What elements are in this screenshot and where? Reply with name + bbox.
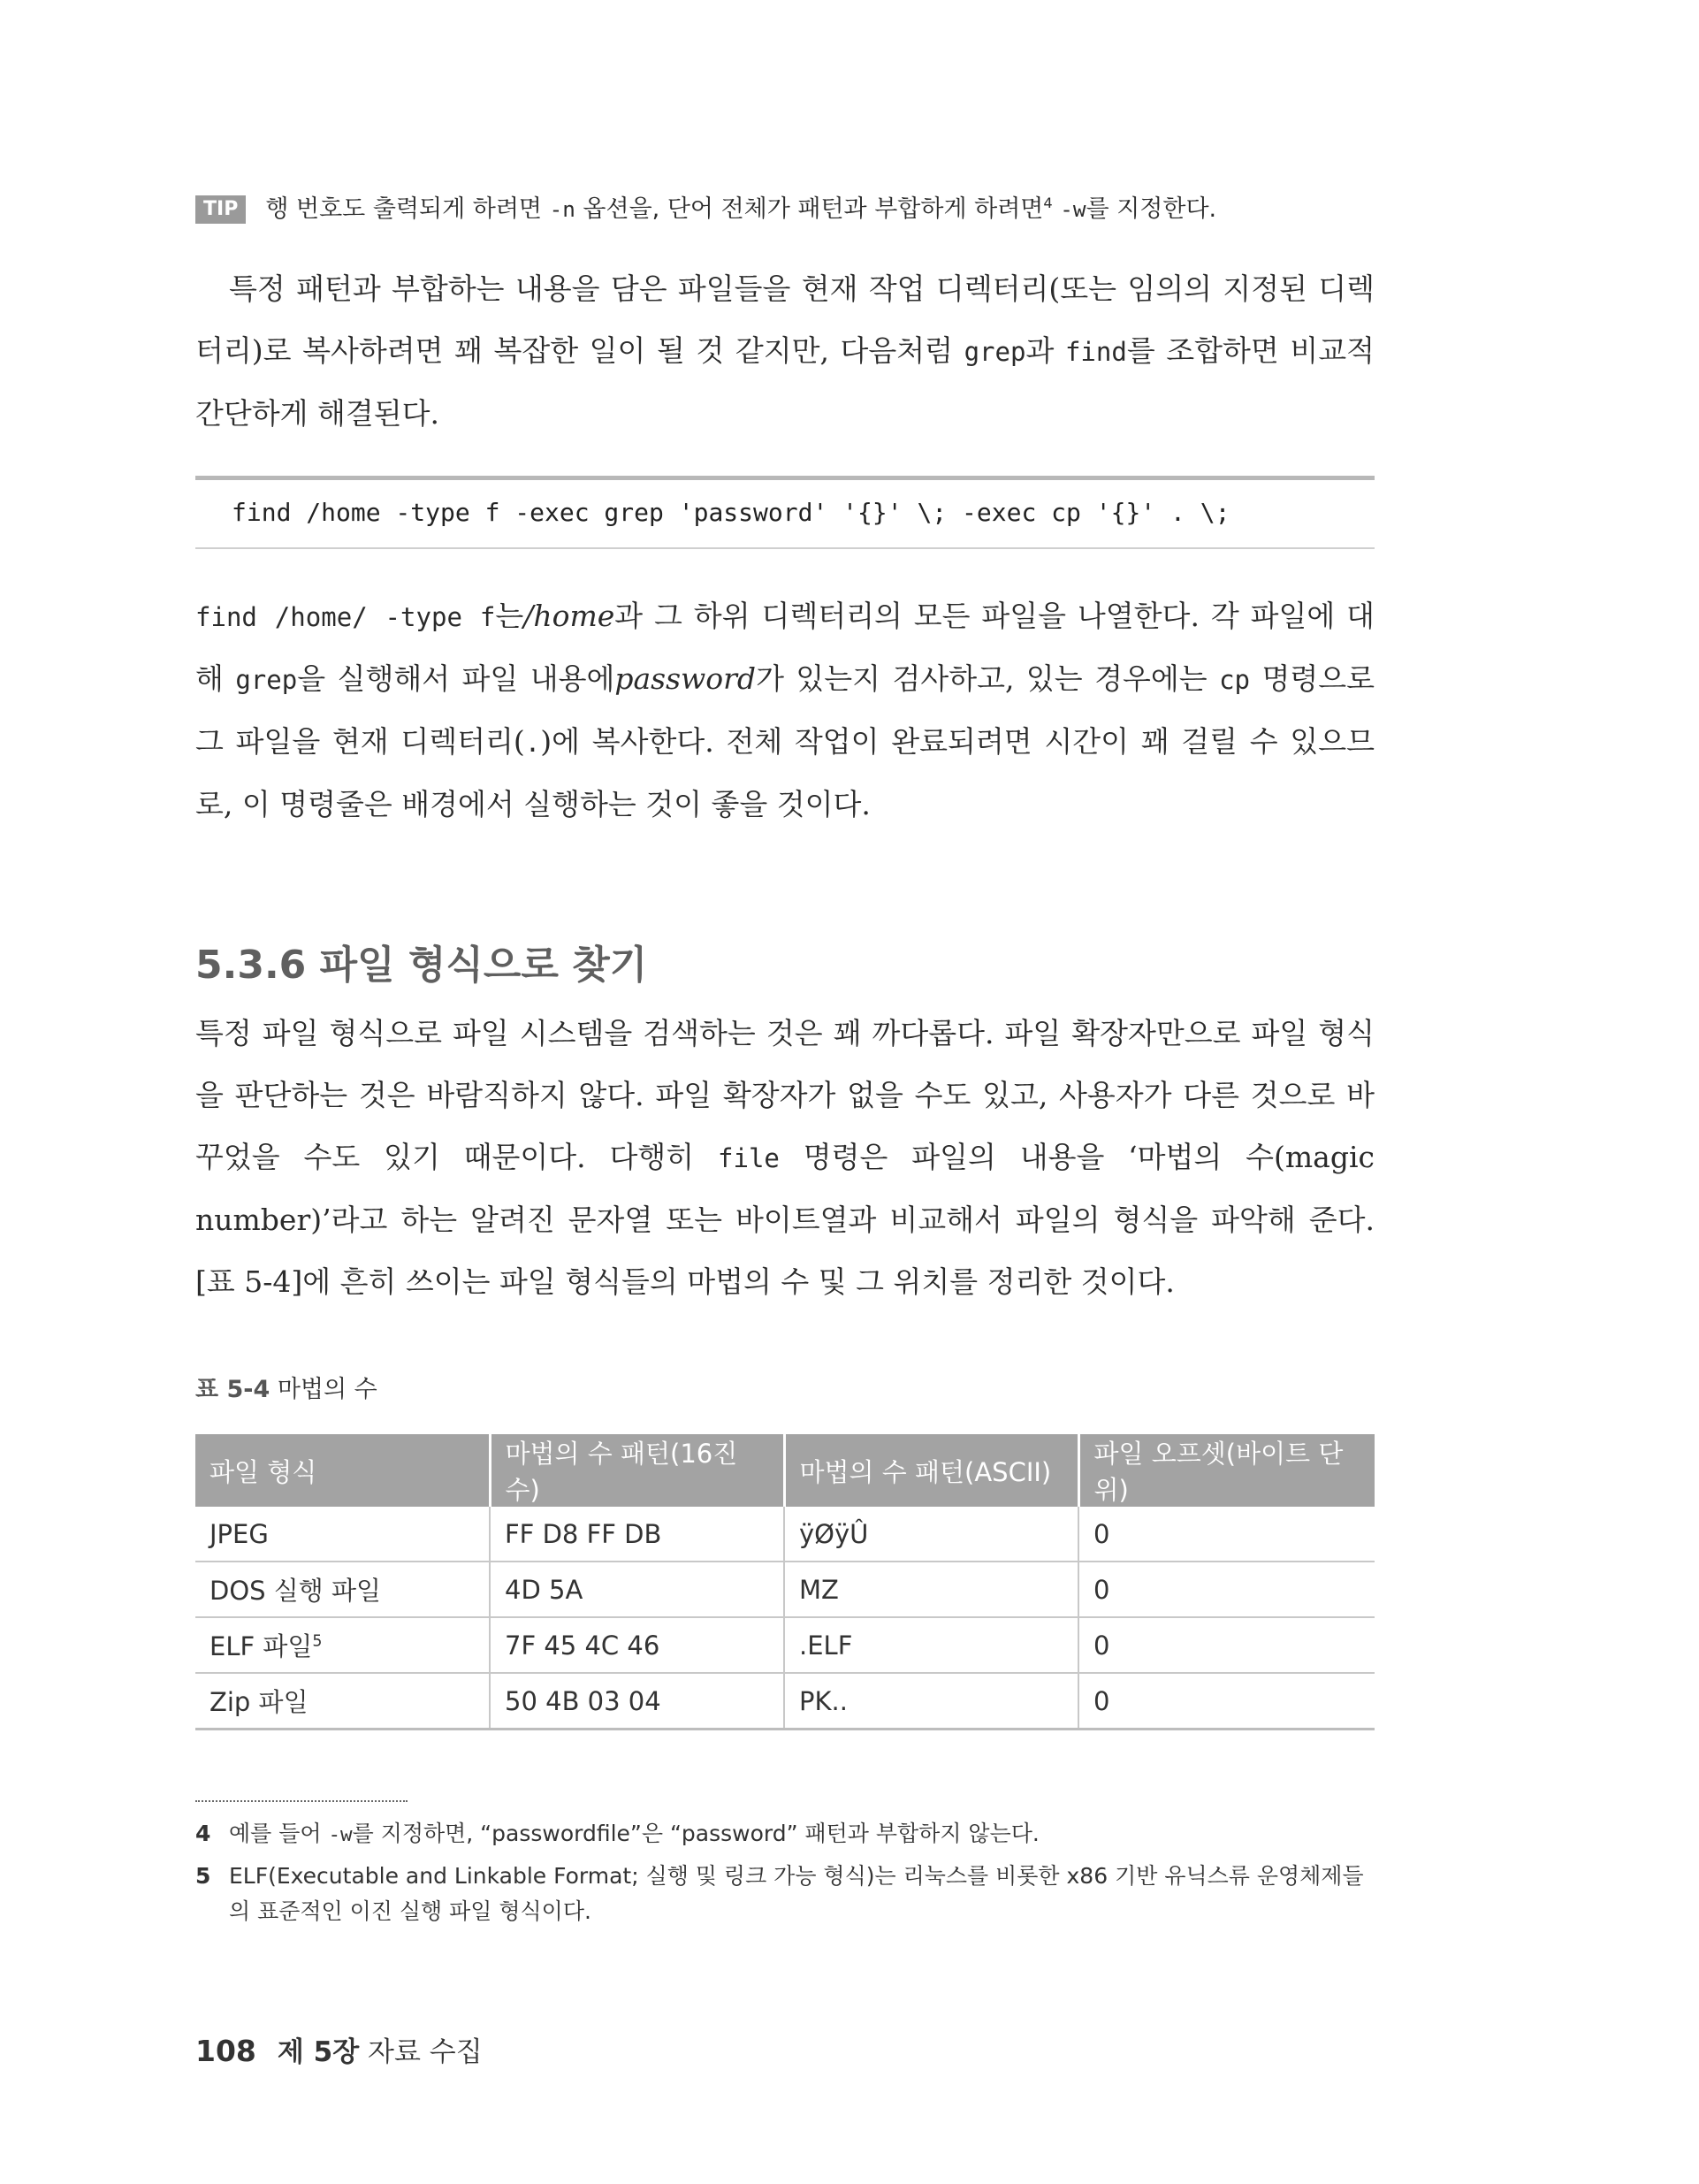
section-heading: 5.3.6 파일 형식으로 찾기 <box>195 943 648 988</box>
footnote-text: 예를 들어 <box>229 1821 329 1846</box>
body-text: 특정 패턴과 부합하는 내용을 담은 파일들을 현재 작업 디렉터리(또는 임의의 지정된 디렉터리)로 복사하려면 꽤 복잡한 일이 될 것 같지만, 다음처럼 <box>195 271 1375 368</box>
footnote-number: 5 <box>195 1863 211 1889</box>
tip-text: 옵션을, 단어 전체가 패턴과 부합하게 하려면 <box>575 195 1044 223</box>
table-cell: 0 <box>1078 1617 1375 1673</box>
code-line: find /home -type f -exec grep 'password' '{}' \; -exec cp '{}' . \; <box>232 498 1230 527</box>
footnote-code: -w <box>328 1823 353 1846</box>
body-text: 를 조합하면 비교적 간단하게 해결된다. <box>195 333 1375 431</box>
emphasis-text: password <box>614 661 757 696</box>
table-cell: 50 4B 03 04 <box>490 1673 784 1730</box>
table-cell: PK.. <box>784 1673 1078 1730</box>
emphasis-text: /home <box>523 599 615 633</box>
table-cell <box>195 1617 490 1673</box>
inline-code: find <box>1064 337 1127 367</box>
inline-code: grep <box>235 665 298 695</box>
inline-code: file <box>717 1143 780 1173</box>
code-block <box>195 476 1375 549</box>
section-paragraph <box>195 1003 1375 1313</box>
footnote-5 <box>195 1859 1375 1929</box>
table-cell: ÿØÿÛ <box>784 1507 1078 1562</box>
table-cell: FF D8 FF DB <box>490 1507 784 1562</box>
footnote-body <box>229 1816 1369 1852</box>
tip-text <box>1053 195 1061 223</box>
page-footer <box>195 2032 483 2072</box>
explain-paragraph <box>195 585 1375 836</box>
footnote-text: 를 지정하면, “passwordfile”은 “password” 패턴과 부합하지 않는다. <box>352 1821 1040 1846</box>
cell-text: ELF 파일 <box>210 1631 313 1661</box>
column-header: 파일 형식 <box>195 1434 490 1507</box>
tip-code-w: -w <box>1060 196 1086 222</box>
table-cell: 4D 5A <box>490 1562 784 1617</box>
magic-number-table <box>195 1434 1375 1730</box>
body-text: 특정 파일 형식으로 파일 시스템을 검색하는 것은 꽤 까다롭다. 파일 확장자만으로 파일 형식을 판단하는 것은 바람직하지 않다. 파일 확장자가 없을 수도 있고, 사용자가 다른 것으로 바꾸었을 수도 있기 때문이다. 다행히 <box>195 1016 1375 1174</box>
table-row <box>195 1562 1375 1617</box>
intro-paragraph <box>195 258 1375 445</box>
tip-note <box>195 186 1389 227</box>
body-text: 명령으로 그 파일을 현재 디렉터리( <box>195 661 1375 759</box>
table-caption <box>195 1372 377 1408</box>
tip-code-n: -n <box>549 196 575 222</box>
footnote-number: 4 <box>195 1821 211 1846</box>
table-cell: 0 <box>1078 1673 1375 1730</box>
page-number: 108 <box>195 2034 256 2068</box>
table-row <box>195 1673 1375 1730</box>
body-text: 가 있는지 검사하고, 있는 경우에는 <box>756 661 1220 696</box>
tip-text: 행 번호도 출력되게 하려면 <box>265 195 550 223</box>
table-cell: 0 <box>1078 1562 1375 1617</box>
table-cell: .ELF <box>784 1617 1078 1673</box>
tip-text: 를 지정한다. <box>1086 195 1217 223</box>
table-cell: DOS 실행 파일 <box>195 1562 490 1617</box>
body-text: )에 복사한다. 전체 작업이 완료되려면 시간이 꽤 걸릴 수 있으므로, 이 명령줄은 배경에서 실행하는 것이 좋을 것이다. <box>195 724 1375 821</box>
column-header: 파일 오프셋(바이트 단위) <box>1078 1434 1375 1507</box>
footnote-ref: 4 <box>1043 195 1053 211</box>
chapter-label: 제 5장 <box>277 2036 360 2068</box>
column-header: 마법의 수 패턴(16진수) <box>490 1434 784 1507</box>
table-row <box>195 1617 1375 1673</box>
inline-code: cp <box>1219 665 1251 695</box>
table-cell: 7F 45 4C 46 <box>490 1617 784 1673</box>
inline-code: find /home/ -type f <box>195 602 496 632</box>
table-cell: Zip 파일 <box>195 1673 490 1730</box>
body-text: 과 <box>1025 333 1065 368</box>
chapter-title: 자료 수집 <box>359 2036 483 2068</box>
footnote-4 <box>195 1816 1375 1852</box>
footnote-body: ELF(Executable and Linkable Format; 실행 및 링크 가능 형식)는 리눅스를 비롯한 x86 기반 유닉스류 운영체제들의 표준적인 이진 실행 파일 형식이다. <box>229 1863 1364 1924</box>
inline-code: grep <box>964 337 1026 367</box>
inline-code: . <box>524 728 541 758</box>
body-text: 과 그 하위 디렉터리의 모든 파일을 나열한다. 각 파일에 대해 <box>195 599 1375 696</box>
table-caption-number: 표 5-4 <box>195 1376 270 1403</box>
table-cell: 0 <box>1078 1507 1375 1562</box>
body-text: 명령은 파일의 내용을 ‘마법의 수(magic number)’라고 하는 알려진 문자열 또는 바이트열과 비교해서 파일의 형식을 파악해 준다. [표 5-4]에 흔히 쓰이는 파일 형식들의 마법의 수 및 그 위치를 정리한 것이다. <box>195 1140 1375 1299</box>
footnote-divider <box>195 1800 408 1802</box>
table-header-row <box>195 1434 1375 1507</box>
table-row <box>195 1507 1375 1562</box>
column-header: 마법의 수 패턴(ASCII) <box>784 1434 1078 1507</box>
table-caption-title: 마법의 수 <box>270 1376 377 1403</box>
body-text: 는 <box>495 599 524 633</box>
table-cell: MZ <box>784 1562 1078 1617</box>
tip-badge: TIP <box>195 195 246 224</box>
footnote-ref: 5 <box>312 1632 323 1651</box>
table-cell: JPEG <box>195 1507 490 1562</box>
body-text: 을 실행해서 파일 내용에 <box>297 661 615 696</box>
